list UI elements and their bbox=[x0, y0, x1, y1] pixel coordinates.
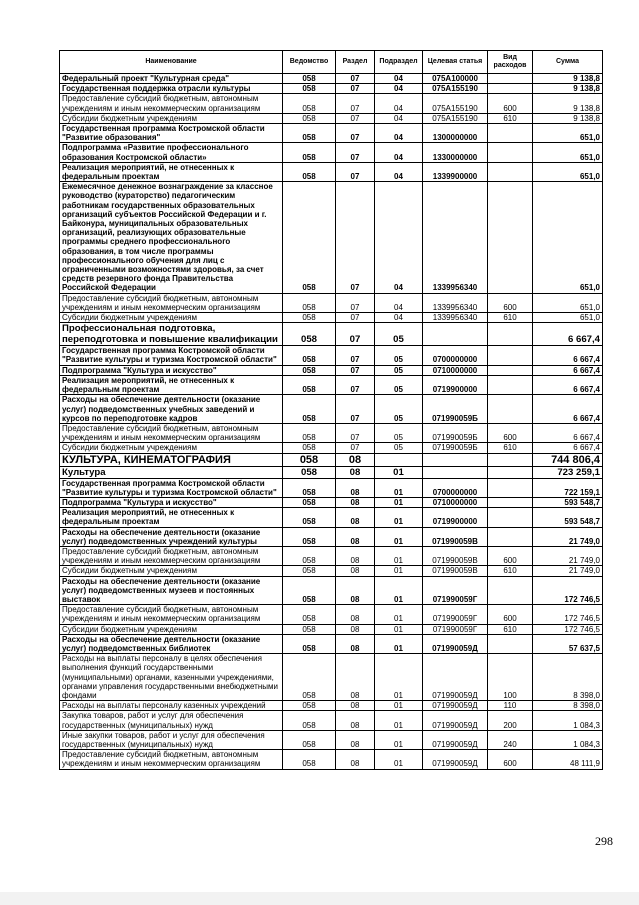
budget-table bbox=[59, 50, 603, 770]
cell-sum: 6 667,4 bbox=[533, 443, 603, 453]
table-header-row bbox=[60, 51, 603, 74]
table-row bbox=[60, 478, 603, 497]
cell-razdel: 07 bbox=[336, 124, 375, 143]
cell-podrazdel: 04 bbox=[375, 313, 423, 323]
cell-ved: 058 bbox=[283, 113, 336, 123]
cell-vr: 600 bbox=[488, 423, 533, 442]
table-row bbox=[60, 395, 603, 424]
cell-ved: 058 bbox=[283, 750, 336, 769]
cell-name: Расходы на обеспечение деятельности (оказание услуг) подведомственных библиотек bbox=[60, 634, 283, 653]
table-row bbox=[60, 546, 603, 565]
cell-podrazdel: 04 bbox=[375, 74, 423, 84]
cell-razdel: 08 bbox=[336, 624, 375, 634]
cell-ved: 058 bbox=[283, 443, 336, 453]
table-row bbox=[60, 576, 603, 605]
cell-sum: 723 259,1 bbox=[533, 466, 603, 478]
cell-vr bbox=[488, 453, 533, 466]
cell-vr bbox=[488, 466, 533, 478]
table-row bbox=[60, 497, 603, 507]
cell-name: Предоставление субсидий бюджетным, автономным учреждениям и иным некоммерческим организациям bbox=[60, 94, 283, 113]
cell-razdel: 07 bbox=[336, 94, 375, 113]
cell-ved: 058 bbox=[283, 478, 336, 497]
cell-vr bbox=[488, 375, 533, 394]
cell-ved: 058 bbox=[283, 624, 336, 634]
cell-cs: 0710000000 bbox=[423, 365, 488, 375]
cell-vr: 100 bbox=[488, 654, 533, 701]
cell-cs: 1339900000 bbox=[423, 162, 488, 181]
cell-vr bbox=[488, 365, 533, 375]
cell-name: КУЛЬТУРА, КИНЕМАТОГРАФИЯ bbox=[60, 453, 283, 466]
cell-name: Иные закупки товаров, работ и услуг для обеспечения государственных (муниципальных) нужд bbox=[60, 730, 283, 749]
cell-podrazdel: 04 bbox=[375, 113, 423, 123]
cell-podrazdel: 01 bbox=[375, 701, 423, 711]
table-row bbox=[60, 624, 603, 634]
header-razdel: Раздел bbox=[336, 51, 375, 74]
cell-ved: 058 bbox=[283, 605, 336, 624]
cell-ved: 058 bbox=[283, 375, 336, 394]
cell-razdel: 07 bbox=[336, 346, 375, 365]
cell-cs: 071990059Б bbox=[423, 423, 488, 442]
cell-razdel: 07 bbox=[336, 395, 375, 424]
cell-cs: 071990059В bbox=[423, 527, 488, 546]
cell-podrazdel: 01 bbox=[375, 605, 423, 624]
cell-sum: 651,0 bbox=[533, 143, 603, 162]
cell-sum: 6 667,4 bbox=[533, 346, 603, 365]
cell-cs: 1300000000 bbox=[423, 124, 488, 143]
cell-podrazdel: 01 bbox=[375, 566, 423, 576]
cell-ved: 058 bbox=[283, 74, 336, 84]
cell-cs: 071990059Г bbox=[423, 576, 488, 605]
scan-edge bbox=[0, 892, 639, 905]
table-row bbox=[60, 124, 603, 143]
cell-razdel: 08 bbox=[336, 508, 375, 527]
cell-name: Предоставление субсидий бюджетным, автономным учреждениям и иным некоммерческим организациям bbox=[60, 750, 283, 769]
cell-vr: 200 bbox=[488, 711, 533, 730]
cell-ved: 058 bbox=[283, 124, 336, 143]
cell-ved: 058 bbox=[283, 701, 336, 711]
header-vr: Вид расходов bbox=[488, 51, 533, 74]
cell-sum: 6 667,4 bbox=[533, 323, 603, 346]
cell-podrazdel: 04 bbox=[375, 182, 423, 293]
table-row bbox=[60, 143, 603, 162]
cell-podrazdel: 04 bbox=[375, 84, 423, 94]
cell-podrazdel: 05 bbox=[375, 443, 423, 453]
table-row bbox=[60, 701, 603, 711]
cell-razdel: 08 bbox=[336, 546, 375, 565]
cell-podrazdel: 01 bbox=[375, 508, 423, 527]
cell-podrazdel: 04 bbox=[375, 162, 423, 181]
cell-sum: 593 548,7 bbox=[533, 497, 603, 507]
cell-vr bbox=[488, 74, 533, 84]
cell-ved: 058 bbox=[283, 423, 336, 442]
table-row bbox=[60, 605, 603, 624]
cell-vr bbox=[488, 527, 533, 546]
cell-razdel: 07 bbox=[336, 113, 375, 123]
cell-podrazdel: 05 bbox=[375, 346, 423, 365]
cell-name: Субсидии бюджетным учреждениям bbox=[60, 443, 283, 453]
cell-razdel: 07 bbox=[336, 423, 375, 442]
cell-ved: 058 bbox=[283, 466, 336, 478]
cell-razdel: 08 bbox=[336, 576, 375, 605]
table-row bbox=[60, 84, 603, 94]
cell-sum: 1 084,3 bbox=[533, 711, 603, 730]
cell-vr: 600 bbox=[488, 750, 533, 769]
cell-vr: 600 bbox=[488, 605, 533, 624]
cell-podrazdel: 05 bbox=[375, 375, 423, 394]
cell-ved: 058 bbox=[283, 546, 336, 565]
cell-razdel: 07 bbox=[336, 182, 375, 293]
cell-razdel: 08 bbox=[336, 453, 375, 466]
cell-razdel: 08 bbox=[336, 750, 375, 769]
cell-cs: 0719900000 bbox=[423, 508, 488, 527]
cell-razdel: 08 bbox=[336, 605, 375, 624]
cell-podrazdel: 04 bbox=[375, 143, 423, 162]
table-row bbox=[60, 711, 603, 730]
cell-name: Расходы на выплаты персоналу в целях обеспечения выполнения функций государственными (муниципальными) органами, казенными учреждениями, органами управления государственными внебюджетными фондами bbox=[60, 654, 283, 701]
cell-name: Предоставление субсидий бюджетным, автономным учреждениям и иным некоммерческим организациям bbox=[60, 423, 283, 442]
cell-name: Подпрограмма "Культура и искусство" bbox=[60, 497, 283, 507]
cell-podrazdel bbox=[375, 453, 423, 466]
cell-podrazdel: 01 bbox=[375, 634, 423, 653]
cell-podrazdel: 01 bbox=[375, 546, 423, 565]
cell-ved: 058 bbox=[283, 497, 336, 507]
cell-sum: 593 548,7 bbox=[533, 508, 603, 527]
cell-razdel: 07 bbox=[336, 84, 375, 94]
cell-vr bbox=[488, 478, 533, 497]
table-row bbox=[60, 466, 603, 478]
cell-ved: 058 bbox=[283, 527, 336, 546]
cell-razdel: 07 bbox=[336, 375, 375, 394]
cell-razdel: 07 bbox=[336, 74, 375, 84]
cell-cs: 0719900000 bbox=[423, 375, 488, 394]
cell-vr: 610 bbox=[488, 624, 533, 634]
header-sum: Сумма bbox=[533, 51, 603, 74]
cell-name: Расходы на обеспечение деятельности (оказание услуг) подведомственных учреждений культуры bbox=[60, 527, 283, 546]
cell-podrazdel: 01 bbox=[375, 750, 423, 769]
table-row bbox=[60, 323, 603, 346]
table-row bbox=[60, 74, 603, 84]
table-row bbox=[60, 654, 603, 701]
table-row bbox=[60, 443, 603, 453]
table-row bbox=[60, 730, 603, 749]
cell-sum: 651,0 bbox=[533, 293, 603, 312]
cell-cs: 075А155190 bbox=[423, 84, 488, 94]
table-row bbox=[60, 346, 603, 365]
cell-sum: 9 138,8 bbox=[533, 94, 603, 113]
cell-name: Государственная программа Костромской области "Развитие культуры и туризма Костромской области" bbox=[60, 346, 283, 365]
table-row bbox=[60, 423, 603, 442]
cell-name: Субсидии бюджетным учреждениям bbox=[60, 566, 283, 576]
cell-vr bbox=[488, 162, 533, 181]
cell-podrazdel: 01 bbox=[375, 624, 423, 634]
cell-razdel: 08 bbox=[336, 654, 375, 701]
cell-cs: 071990059Б bbox=[423, 443, 488, 453]
table-row bbox=[60, 508, 603, 527]
cell-ved: 058 bbox=[283, 143, 336, 162]
cell-podrazdel: 04 bbox=[375, 293, 423, 312]
cell-cs: 1339956340 bbox=[423, 313, 488, 323]
table-row bbox=[60, 94, 603, 113]
cell-ved: 058 bbox=[283, 365, 336, 375]
cell-cs: 075А155190 bbox=[423, 94, 488, 113]
table-row bbox=[60, 365, 603, 375]
cell-sum: 1 084,3 bbox=[533, 730, 603, 749]
cell-podrazdel: 05 bbox=[375, 395, 423, 424]
cell-razdel: 07 bbox=[336, 293, 375, 312]
cell-sum: 9 138,8 bbox=[533, 113, 603, 123]
cell-podrazdel: 01 bbox=[375, 711, 423, 730]
header-podrazdel: Подраздел bbox=[375, 51, 423, 74]
cell-vr bbox=[488, 508, 533, 527]
table-row bbox=[60, 453, 603, 466]
cell-name: Государственная поддержка отрасли культуры bbox=[60, 84, 283, 94]
page-number: 298 bbox=[595, 834, 613, 848]
cell-vr bbox=[488, 84, 533, 94]
cell-razdel: 08 bbox=[336, 497, 375, 507]
cell-name: Ежемесячное денежное вознаграждение за классное руководство (кураторство) педагогическим работникам государственных образовательных организаций субъектов Российской Федерации и г. Байконура, муниципальных образовательных организаций, реализующих образовательные программы среднего профессионального образования, в том числе программы профессионального обучения для лиц с ограниченными возможностями здоровья, за счет средств резервного фонда Правительства Российской Федерации bbox=[60, 182, 283, 293]
cell-razdel: 07 bbox=[336, 443, 375, 453]
cell-vr: 600 bbox=[488, 94, 533, 113]
cell-razdel: 08 bbox=[336, 478, 375, 497]
cell-ved: 058 bbox=[283, 94, 336, 113]
cell-ved: 058 bbox=[283, 182, 336, 293]
cell-cs bbox=[423, 323, 488, 346]
cell-podrazdel: 01 bbox=[375, 466, 423, 478]
cell-sum: 172 746,5 bbox=[533, 624, 603, 634]
table-row bbox=[60, 182, 603, 293]
cell-razdel: 08 bbox=[336, 466, 375, 478]
cell-ved: 058 bbox=[283, 730, 336, 749]
cell-name: Государственная программа Костромской области "Развитие образования" bbox=[60, 124, 283, 143]
cell-name: Подпрограмма "Культура и искусство" bbox=[60, 365, 283, 375]
cell-cs: 071990059В bbox=[423, 566, 488, 576]
cell-vr: 240 bbox=[488, 730, 533, 749]
cell-sum: 21 749,0 bbox=[533, 546, 603, 565]
cell-sum: 21 749,0 bbox=[533, 527, 603, 546]
cell-vr: 610 bbox=[488, 113, 533, 123]
cell-name: Федеральный проект "Культурная среда" bbox=[60, 74, 283, 84]
cell-sum: 6 667,4 bbox=[533, 365, 603, 375]
cell-ved: 058 bbox=[283, 508, 336, 527]
cell-podrazdel: 01 bbox=[375, 730, 423, 749]
cell-vr: 610 bbox=[488, 313, 533, 323]
cell-ved: 058 bbox=[283, 84, 336, 94]
cell-cs: 071990059Д bbox=[423, 634, 488, 653]
cell-sum: 651,0 bbox=[533, 124, 603, 143]
cell-name: Расходы на обеспечение деятельности (оказание услуг) подведомственных музеев и постоянных выставок bbox=[60, 576, 283, 605]
cell-cs: 1339956340 bbox=[423, 182, 488, 293]
cell-sum: 21 749,0 bbox=[533, 566, 603, 576]
cell-ved: 058 bbox=[283, 323, 336, 346]
cell-name: Расходы на обеспечение деятельности (оказание услуг) подведомственных учебных заведений и курсов по переподготовке кадров bbox=[60, 395, 283, 424]
cell-vr: 110 bbox=[488, 701, 533, 711]
cell-cs: 1330000000 bbox=[423, 143, 488, 162]
cell-name: Расходы на выплаты персоналу казенных учреждений bbox=[60, 701, 283, 711]
cell-vr bbox=[488, 634, 533, 653]
cell-name: Профессиональная подготовка, переподготовка и повышение квалификации bbox=[60, 323, 283, 346]
cell-sum: 172 746,5 bbox=[533, 605, 603, 624]
cell-sum: 6 667,4 bbox=[533, 423, 603, 442]
cell-name: Предоставление субсидий бюджетным, автономным учреждениям и иным некоммерческим организациям bbox=[60, 546, 283, 565]
cell-ved: 058 bbox=[283, 566, 336, 576]
cell-vr bbox=[488, 576, 533, 605]
cell-vr bbox=[488, 395, 533, 424]
cell-razdel: 08 bbox=[336, 634, 375, 653]
cell-name: Предоставление субсидий бюджетным, автономным учреждениям и иным некоммерческим организациям bbox=[60, 293, 283, 312]
cell-cs: 071990059Д bbox=[423, 750, 488, 769]
header-ved: Ведомство bbox=[283, 51, 336, 74]
cell-sum: 651,0 bbox=[533, 313, 603, 323]
cell-razdel: 07 bbox=[336, 365, 375, 375]
cell-podrazdel: 04 bbox=[375, 94, 423, 113]
cell-razdel: 08 bbox=[336, 701, 375, 711]
cell-sum: 8 398,0 bbox=[533, 654, 603, 701]
cell-vr: 600 bbox=[488, 546, 533, 565]
cell-sum: 48 111,9 bbox=[533, 750, 603, 769]
cell-sum: 722 159,1 bbox=[533, 478, 603, 497]
cell-razdel: 07 bbox=[336, 323, 375, 346]
cell-podrazdel: 01 bbox=[375, 478, 423, 497]
cell-razdel: 08 bbox=[336, 527, 375, 546]
cell-sum: 172 746,5 bbox=[533, 576, 603, 605]
table-row bbox=[60, 162, 603, 181]
cell-cs: 0700000000 bbox=[423, 346, 488, 365]
cell-podrazdel: 01 bbox=[375, 527, 423, 546]
cell-vr bbox=[488, 497, 533, 507]
cell-name: Реализация мероприятий, не отнесенных к федеральным проектам bbox=[60, 162, 283, 181]
cell-ved: 058 bbox=[283, 313, 336, 323]
cell-ved: 058 bbox=[283, 654, 336, 701]
cell-cs: 075А100000 bbox=[423, 74, 488, 84]
table-row bbox=[60, 634, 603, 653]
cell-cs: 075А155190 bbox=[423, 113, 488, 123]
cell-name: Субсидии бюджетным учреждениям bbox=[60, 313, 283, 323]
cell-podrazdel: 04 bbox=[375, 124, 423, 143]
cell-podrazdel: 01 bbox=[375, 497, 423, 507]
cell-razdel: 07 bbox=[336, 313, 375, 323]
cell-razdel: 08 bbox=[336, 730, 375, 749]
cell-cs bbox=[423, 453, 488, 466]
cell-sum: 651,0 bbox=[533, 182, 603, 293]
cell-sum: 9 138,8 bbox=[533, 74, 603, 84]
cell-razdel: 08 bbox=[336, 711, 375, 730]
header-name: Наименование bbox=[60, 51, 283, 74]
cell-vr bbox=[488, 182, 533, 293]
cell-sum: 651,0 bbox=[533, 162, 603, 181]
cell-podrazdel: 01 bbox=[375, 654, 423, 701]
cell-cs: 1339956340 bbox=[423, 293, 488, 312]
table-row bbox=[60, 113, 603, 123]
cell-ved: 058 bbox=[283, 162, 336, 181]
cell-cs: 071990059Б bbox=[423, 395, 488, 424]
cell-podrazdel: 05 bbox=[375, 365, 423, 375]
cell-sum: 57 637,5 bbox=[533, 634, 603, 653]
cell-ved: 058 bbox=[283, 346, 336, 365]
table-row bbox=[60, 566, 603, 576]
cell-name: Подпрограмма «Развитие профессионального образования Костромской области» bbox=[60, 143, 283, 162]
cell-sum: 744 806,4 bbox=[533, 453, 603, 466]
cell-cs bbox=[423, 466, 488, 478]
cell-cs: 071990059Д bbox=[423, 654, 488, 701]
table-row bbox=[60, 527, 603, 546]
cell-ved: 058 bbox=[283, 711, 336, 730]
cell-ved: 058 bbox=[283, 576, 336, 605]
cell-sum: 6 667,4 bbox=[533, 375, 603, 394]
table-row bbox=[60, 313, 603, 323]
cell-podrazdel: 05 bbox=[375, 323, 423, 346]
cell-vr bbox=[488, 124, 533, 143]
cell-sum: 9 138,8 bbox=[533, 84, 603, 94]
cell-cs: 071990059Д bbox=[423, 730, 488, 749]
cell-cs: 0710000000 bbox=[423, 497, 488, 507]
table-body bbox=[60, 74, 603, 770]
cell-name: Субсидии бюджетным учреждениям bbox=[60, 624, 283, 634]
cell-vr: 600 bbox=[488, 293, 533, 312]
header-cs: Целевая статья bbox=[423, 51, 488, 74]
cell-name: Субсидии бюджетным учреждениям bbox=[60, 113, 283, 123]
cell-cs: 071990059Г bbox=[423, 624, 488, 634]
cell-vr bbox=[488, 323, 533, 346]
cell-vr: 610 bbox=[488, 566, 533, 576]
cell-razdel: 08 bbox=[336, 566, 375, 576]
cell-vr bbox=[488, 143, 533, 162]
table-row bbox=[60, 293, 603, 312]
cell-podrazdel: 05 bbox=[375, 423, 423, 442]
cell-name: Реализация мероприятий, не отнесенных к федеральным проектам bbox=[60, 508, 283, 527]
cell-name: Культура bbox=[60, 466, 283, 478]
cell-ved: 058 bbox=[283, 634, 336, 653]
cell-cs: 071990059В bbox=[423, 546, 488, 565]
cell-cs: 0700000000 bbox=[423, 478, 488, 497]
table-row bbox=[60, 750, 603, 769]
cell-podrazdel: 01 bbox=[375, 576, 423, 605]
cell-name: Реализация мероприятий, не отнесенных к федеральным проектам bbox=[60, 375, 283, 394]
cell-vr bbox=[488, 346, 533, 365]
cell-cs: 071990059Д bbox=[423, 711, 488, 730]
cell-ved: 058 bbox=[283, 395, 336, 424]
cell-name: Закупка товаров, работ и услуг для обеспечения государственных (муниципальных) нужд bbox=[60, 711, 283, 730]
cell-sum: 8 398,0 bbox=[533, 701, 603, 711]
cell-ved: 058 bbox=[283, 453, 336, 466]
cell-name: Государственная программа Костромской области "Развитие культуры и туризма Костромской области" bbox=[60, 478, 283, 497]
cell-name: Предоставление субсидий бюджетным, автономным учреждениям и иным некоммерческим организациям bbox=[60, 605, 283, 624]
cell-sum: 6 667,4 bbox=[533, 395, 603, 424]
cell-ved: 058 bbox=[283, 293, 336, 312]
cell-cs: 071990059Д bbox=[423, 701, 488, 711]
cell-cs: 071990059Г bbox=[423, 605, 488, 624]
table-row bbox=[60, 375, 603, 394]
cell-razdel: 07 bbox=[336, 143, 375, 162]
cell-vr: 610 bbox=[488, 443, 533, 453]
cell-razdel: 07 bbox=[336, 162, 375, 181]
